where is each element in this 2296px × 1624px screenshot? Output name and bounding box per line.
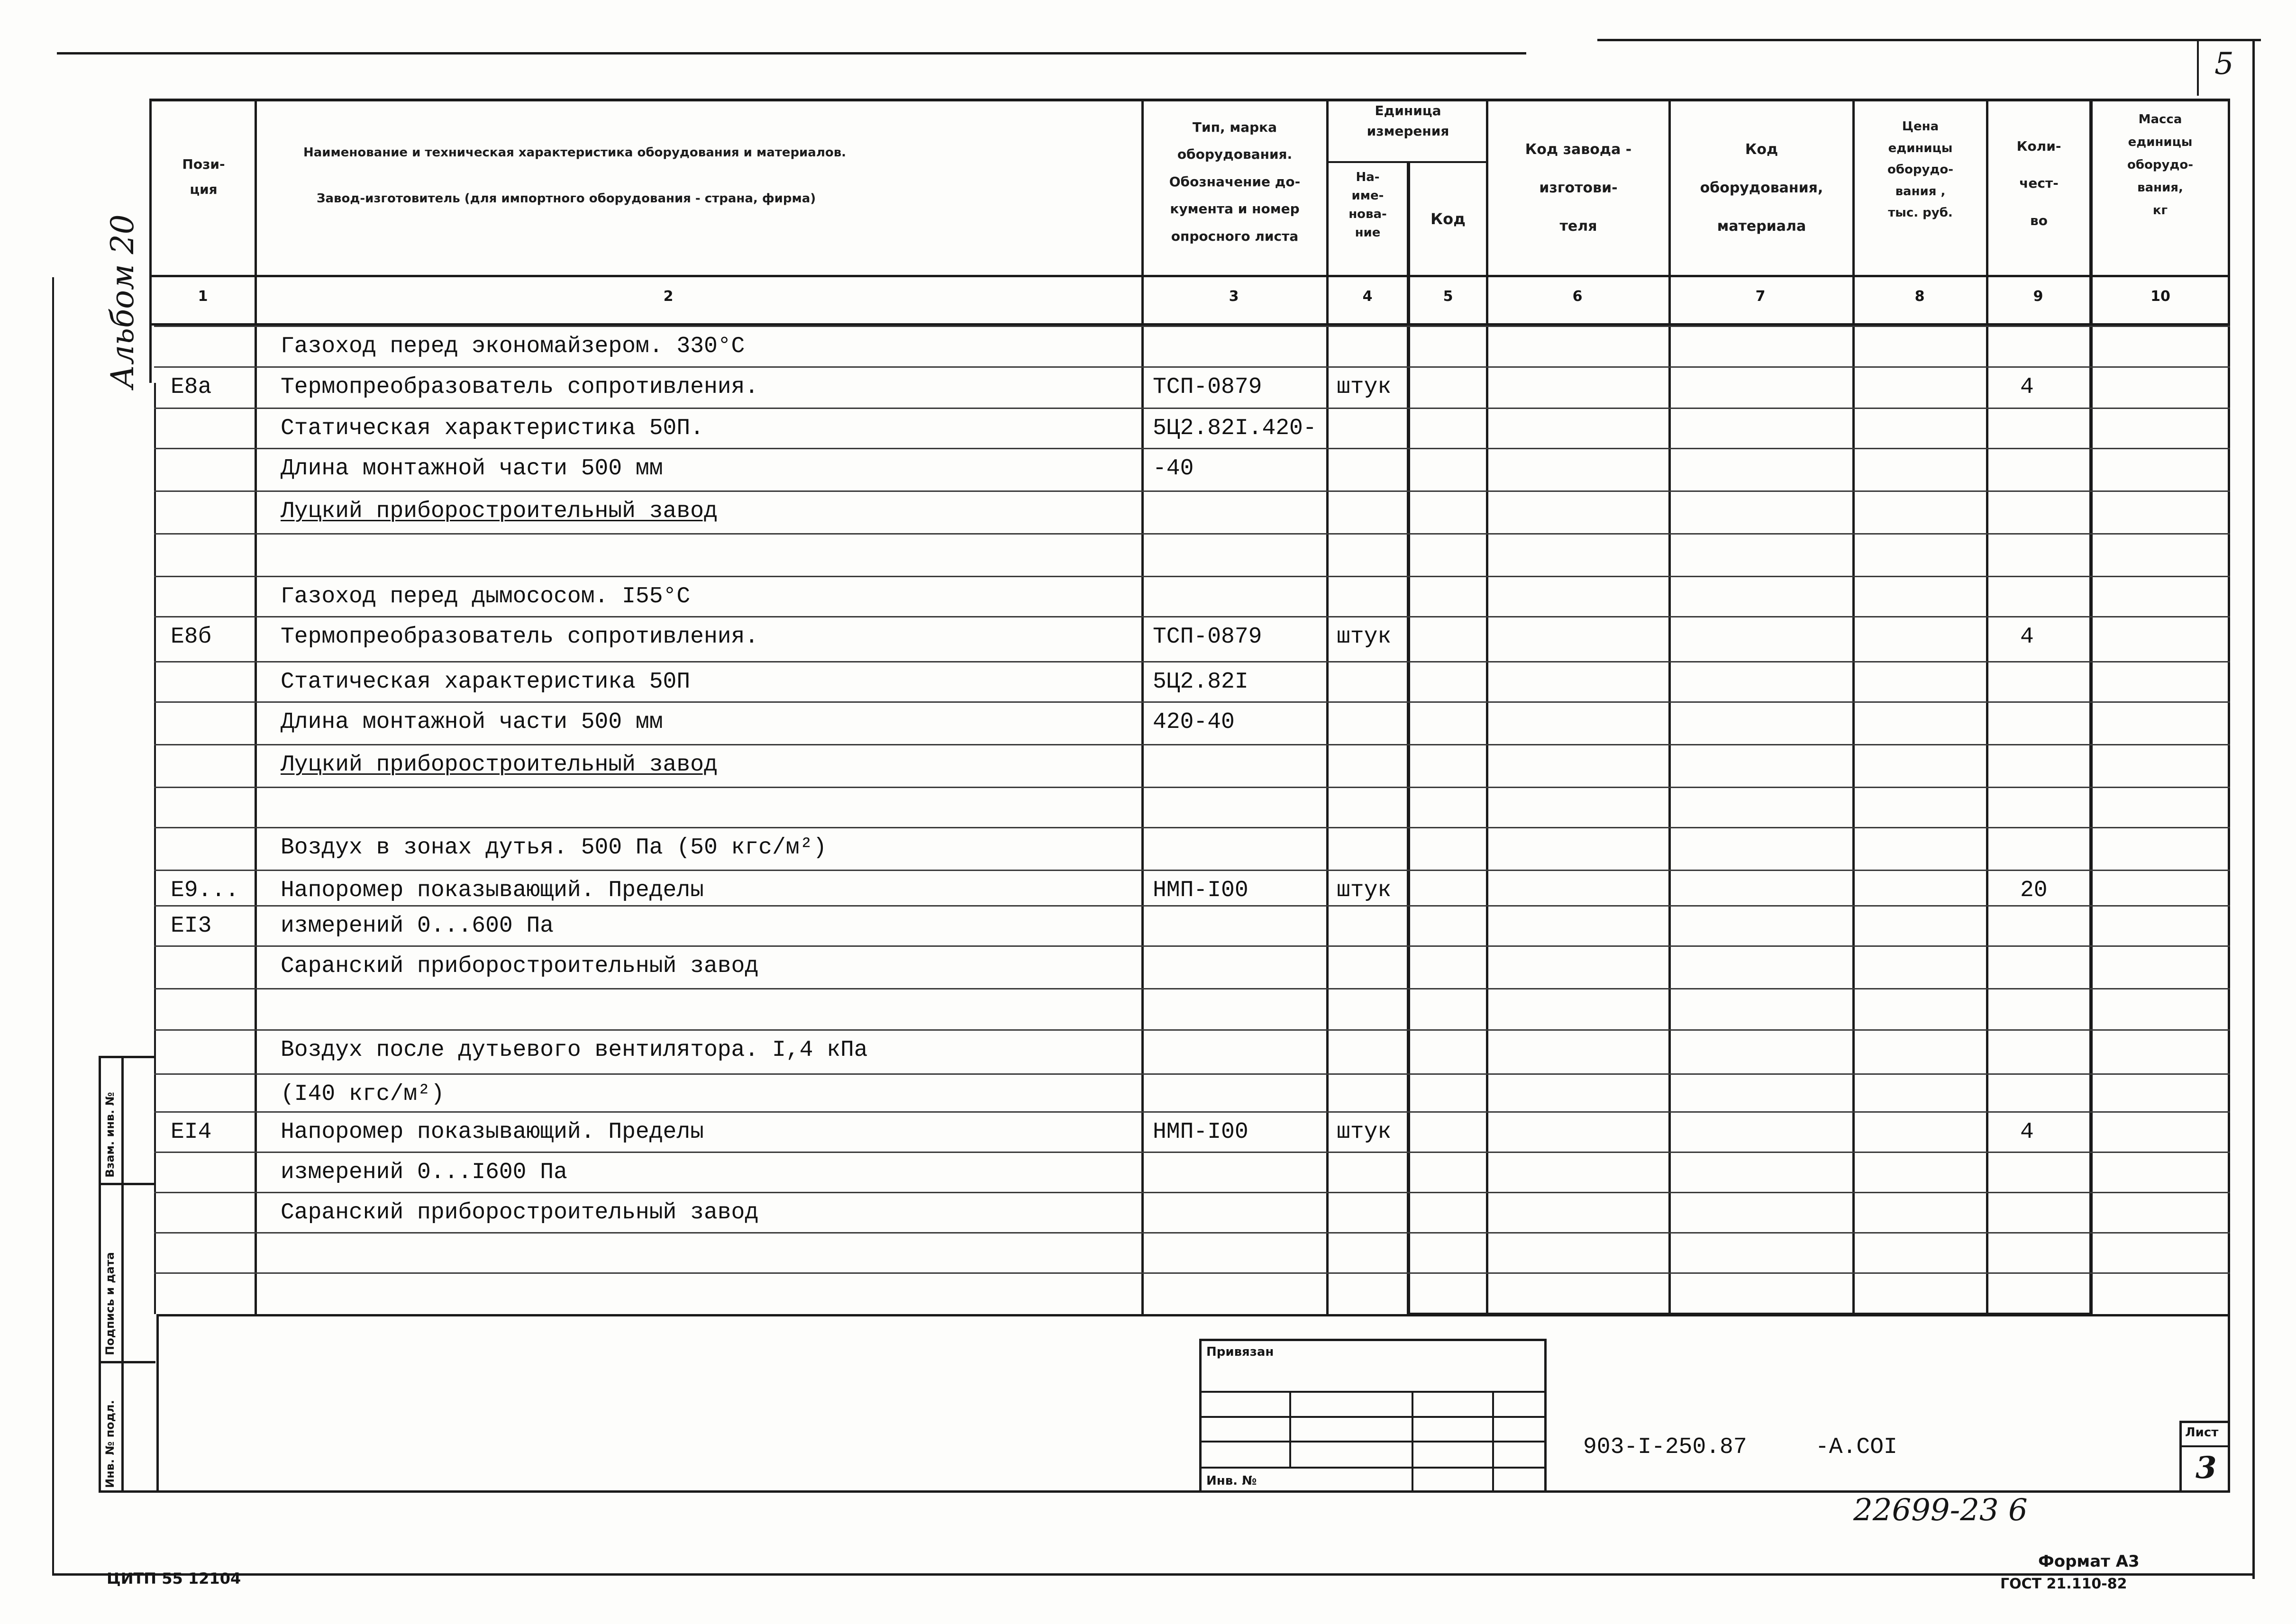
row-unit: штук: [1337, 878, 1392, 903]
row-line: [154, 661, 2230, 662]
header-col10: Масса единицы оборудо- вания, кг: [2127, 112, 2194, 218]
header-col3: Тип, марка оборудования. Обозначение до- кумента и номер опросного листа: [1169, 119, 1301, 244]
row-line: [154, 945, 2230, 947]
row-name: Термопреобразователь сопротивления.: [281, 374, 759, 400]
table-top: [149, 99, 2230, 101]
col-sep-5: [1486, 99, 1488, 1314]
privyazan-r1: [1199, 1391, 1547, 1393]
row-type: 5Ц2.82I: [1153, 669, 1248, 695]
header-col6: Код завода - изготови- теля: [1525, 141, 1632, 235]
row-line: [154, 1152, 2230, 1153]
inv-no-label: Инв. №: [1206, 1474, 1257, 1488]
right-frame: [2252, 39, 2255, 1579]
header-col2-line2: Завод-изготовитель (для импортного оборудования - страна, фирма): [317, 191, 816, 206]
col-sep-0b: [154, 383, 156, 1314]
sheet-label: Лист: [2185, 1425, 2219, 1440]
row-unit: штук: [1337, 624, 1392, 650]
row-name: Саранский приборостроительный завод: [281, 953, 759, 979]
privyazan-c1: [1289, 1391, 1291, 1467]
row-line: [154, 744, 2230, 745]
header-col8: Цена единицы оборудо- вания , тыс. руб.: [1887, 119, 1954, 220]
row-line: [154, 827, 2230, 828]
row-name: Термопреобразователь сопротивления.: [281, 624, 759, 650]
header-unit-group: Единица измерения: [1367, 103, 1449, 139]
row-line: [154, 490, 2230, 492]
row-name: Газоход перед экономайзером. 330°С: [281, 334, 745, 359]
corner-box-divider: [2197, 39, 2199, 96]
document-page: 5 Альбом 20 Пози- ция Наименование и техническая характеристика оборудования и материалов. Завод-изготовитель (для импортного оборудования - страна, фирма) Тип, марка оборудования. Обозначение до- кумента и номер опросного листа Единица измерения На- име- нова- ние Код Код завода - изготови- теля Код оборудования, материала Цена единицы оборудо- вания , тыс. руб. Коли- чест- во Масса единицы оборудо- вания, кг 1 2 3 4 5 6 7 8 9 10 Газоход перед экономайзером. 330°С Е8а Термопреобразователь сопротивления. ТСП-0879 штук 4 Статическая характеристика 50П. 5Ц2.82I.420- Длина монтажной части 500 мм -40 Луцкий приборостроительный завод Газоход перед дымососом. I55°С Е8б Термопреобразователь сопротивления. ТСП-0879 штук 4 Статическая характеристика 50П 5Ц2.82I Длина монтажной части 500 мм 420-40 Луцкий приборостроительный завод Воздух в зонах дутья. 500 Па (50 кгс/м²) Е9... Напоромер показывающий. Пределы НМП-I00 штук 20 ЕI3 измерений 0...600 Па Саранский приборостроительный завод Воздух после дутьевого вентилятора. I,4 кПа (I40 кгс/м²) ЕI4 Напоромер показывающий. Пределы НМП-I00 штук 4 измерений 0...I600 Па Саранский приборостроительный завод Взам. инв. № Подпись и дата Инв. № подл. Привязан Инв. № Лист 3 903-I-250.87 -А.СОI 22699-23 6 Формат А3 ГОСТ 21.110-82 ЦИТП 55 12104: [0, 0, 2296, 1624]
row-quantity: 20: [2020, 878, 2048, 903]
row-position: Е9...: [171, 878, 239, 903]
row-line: [154, 905, 2230, 907]
row-name: Газоход перед дымососом. I55°С: [281, 584, 691, 609]
col-sep-10: [2228, 99, 2230, 1314]
left-frame: [52, 277, 54, 1573]
row-line: [154, 1073, 2230, 1075]
row-name: Луцкий приборостроительный завод: [281, 499, 718, 524]
row-quantity: 4: [2020, 624, 2034, 650]
row-position: Е8а: [171, 374, 212, 400]
row-line: [154, 533, 2230, 535]
print-code: ЦИТП 55 12104: [107, 1570, 241, 1588]
header-col1: Пози- ция: [182, 156, 225, 198]
stamp-signature-date: Подпись и дата: [103, 1252, 117, 1355]
row-type: НМП-I00: [1153, 878, 1248, 903]
titleblock-left: [156, 1314, 159, 1492]
privyazan-r4: [1199, 1467, 1547, 1469]
bottom-frame: [52, 1573, 2255, 1576]
row-name: Напоромер показывающий. Пределы: [281, 1119, 704, 1145]
row-type: НМП-I00: [1153, 1119, 1248, 1145]
col-sep-0: [149, 99, 152, 383]
row-unit: штук: [1337, 1119, 1392, 1145]
row-position: ЕI3: [171, 913, 212, 939]
row-name: Напоромер показывающий. Пределы: [281, 878, 704, 903]
top-border-right: [1597, 39, 2261, 41]
row-name: Воздух в зонах дутья. 500 Па (50 кгс/м²): [281, 835, 827, 861]
row-line: [154, 701, 2230, 703]
header-col9: Коли- чест- во: [2016, 138, 2061, 228]
header-col5: Код: [1430, 210, 1466, 228]
privyazan-right: [1544, 1339, 1547, 1492]
row-name: (I40 кгс/м²): [281, 1081, 445, 1107]
col-sep-3: [1326, 99, 1329, 1314]
privyazan-r3: [1199, 1441, 1547, 1443]
row-quantity: 4: [2020, 374, 2034, 400]
col-sep-1: [255, 99, 257, 1314]
col-sep-9: [2089, 99, 2093, 1314]
row-line: [154, 366, 2230, 368]
privyazan-left: [1199, 1339, 1202, 1492]
row-type: 420-40: [1153, 709, 1235, 735]
stamp-top: [99, 1056, 155, 1058]
header-bottom: [149, 275, 2230, 277]
row-line: [154, 1029, 2230, 1031]
row-line: [154, 1272, 2230, 1274]
stamp-inner: [121, 1056, 124, 1492]
stamp-bottom: [99, 1490, 158, 1493]
privyazan-c2: [1412, 1391, 1413, 1492]
row-line: [154, 326, 2230, 327]
sheet-box-left: [2179, 1421, 2182, 1492]
stamp-sep-2: [99, 1361, 155, 1363]
row-type: ТСП-0879: [1153, 624, 1262, 650]
header-col2-line1: Наименование и техническая характеристика оборудования и материалов.: [303, 145, 847, 160]
stamp-outer-left: [99, 1056, 101, 1492]
privyazan-r2: [1199, 1416, 1547, 1418]
row-position: ЕI4: [171, 1119, 212, 1145]
format-label: Формат А3: [2038, 1552, 2140, 1571]
gost-label: ГОСТ 21.110-82: [2000, 1576, 2127, 1592]
sheet-corner-number: 5: [2214, 46, 2234, 82]
top-border: [57, 52, 1526, 54]
row-position: Е8б: [171, 624, 212, 650]
col-sep-2: [1141, 99, 1144, 1314]
document-suffix: -А.СОI: [1815, 1434, 1897, 1460]
row-line: [154, 1232, 2230, 1234]
row-name: измерений 0...I600 Па: [281, 1160, 567, 1185]
row-name: Саранский приборостроительный завод: [281, 1200, 759, 1225]
row-name: Воздух после дутьевого вентилятора. I,4 кПа: [281, 1037, 868, 1063]
row-name: Длина монтажной части 500 мм: [281, 709, 663, 735]
row-line: [154, 576, 2230, 577]
col-sep-8: [1986, 99, 1988, 1314]
row-line: [154, 870, 2230, 871]
row-type: ТСП-0879: [1153, 374, 1262, 400]
stamp-sep-1: [99, 1183, 155, 1185]
row-name: измерений 0...600 Па: [281, 913, 554, 939]
titleblock-right: [2228, 1314, 2230, 1492]
row-unit: штук: [1337, 374, 1392, 400]
row-type: -40: [1153, 456, 1194, 481]
row-type: 5Ц2.82I.420-: [1153, 416, 1317, 441]
row-line: [154, 988, 2230, 989]
row-line: [154, 1111, 2230, 1113]
privyazan-c3: [1492, 1391, 1494, 1492]
row-name: Статическая характеристика 50П.: [281, 416, 704, 441]
privyazan-top: [1199, 1339, 1547, 1341]
row-line: [154, 408, 2230, 409]
album-label: Альбом 20: [104, 214, 141, 389]
row-line: [154, 616, 2230, 617]
titleblock-top: [156, 1314, 2230, 1316]
col-sep-7: [1852, 99, 1855, 1314]
row-line: [154, 1192, 2230, 1193]
stamp-original-inv: Инв. № подл.: [103, 1400, 117, 1488]
row-line: [154, 787, 2230, 788]
col-sep-4: [1407, 161, 1410, 1314]
sheet-box-top: [2179, 1421, 2230, 1423]
row-name: Длина монтажной части 500 мм: [281, 456, 663, 481]
header-col4: На- име- нова- ние: [1348, 170, 1387, 240]
header-col7: Код оборудования, материала: [1700, 141, 1823, 235]
row-name: Луцкий приборостроительный завод: [281, 752, 718, 778]
sheet-box-mid: [2179, 1445, 2230, 1447]
sheet-number: 3: [2196, 1450, 2217, 1486]
row-line: [154, 448, 2230, 449]
row-name: Статическая характеристика 50П: [281, 669, 691, 695]
col-sep-6: [1668, 99, 1671, 1314]
row-quantity: 4: [2020, 1119, 2034, 1145]
handwritten-number: 22699-23 6: [1853, 1493, 2028, 1528]
stamp-replace-inv: Взам. инв. №: [103, 1092, 117, 1178]
privyazan-label: Привязан: [1206, 1345, 1274, 1359]
document-code: 903-I-250.87: [1583, 1434, 1747, 1460]
